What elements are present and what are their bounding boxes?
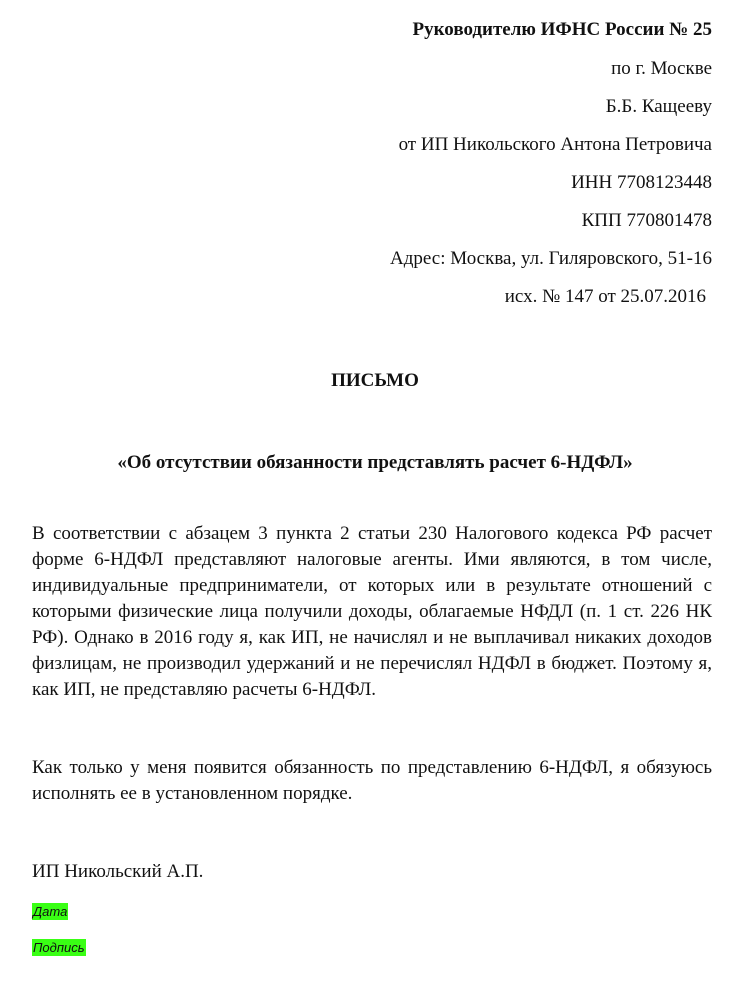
date-placeholder: Дата (33, 904, 68, 919)
document-type-title: ПИСЬМО (331, 370, 419, 391)
sender-inn: ИНН 7708123448 (571, 172, 712, 193)
recipient-line-1: Руководителю ИФНС России № 25 (412, 19, 712, 40)
recipient-name: Б.Б. Кащееву (605, 96, 712, 117)
recipient-line-2: по г. Москве (611, 58, 712, 79)
body-paragraph-2: Как только у меня появится обязанность по представлению 6-НДФЛ, я обязуюсь исполнять ее в установленном порядке. (32, 757, 712, 804)
sender-kpp: КПП 770801478 (581, 210, 712, 231)
body-paragraph-1: В соответствии с абзацем 3 пункта 2 статьи 230 Налогового кодекса РФ расчет форме 6-НДФЛ представляют налоговые агенты. Ими являются, в том числе, индивидуальные предприниматели, от которых или в результате отношений с которыми физические лица получили доходы, облагаемые НФДЛ (п. 1 ст. 226 НК РФ). Однако в 2016 году я, как ИП, не начислял и не выплачивал никаких доходов физлицам, не производил удержаний и не перечислял НДФЛ в бюджет. Поэтому я, как ИП, не представляю расчеты 6-НДФЛ. (32, 523, 712, 700)
document-subject: «Об отсутствии обязанности представлять расчет 6-НДФЛ» (117, 452, 633, 473)
outgoing-reference: исх. № 147 от 25.07.2016 (504, 286, 706, 307)
sender-address: Адрес: Москва, ул. Гиляровского, 51-16 (390, 248, 712, 269)
sender-name: от ИП Никольского Антона Петровича (398, 134, 712, 155)
signature-placeholder: Подпись (33, 940, 85, 955)
signer-name: ИП Никольский А.П. (32, 861, 204, 882)
